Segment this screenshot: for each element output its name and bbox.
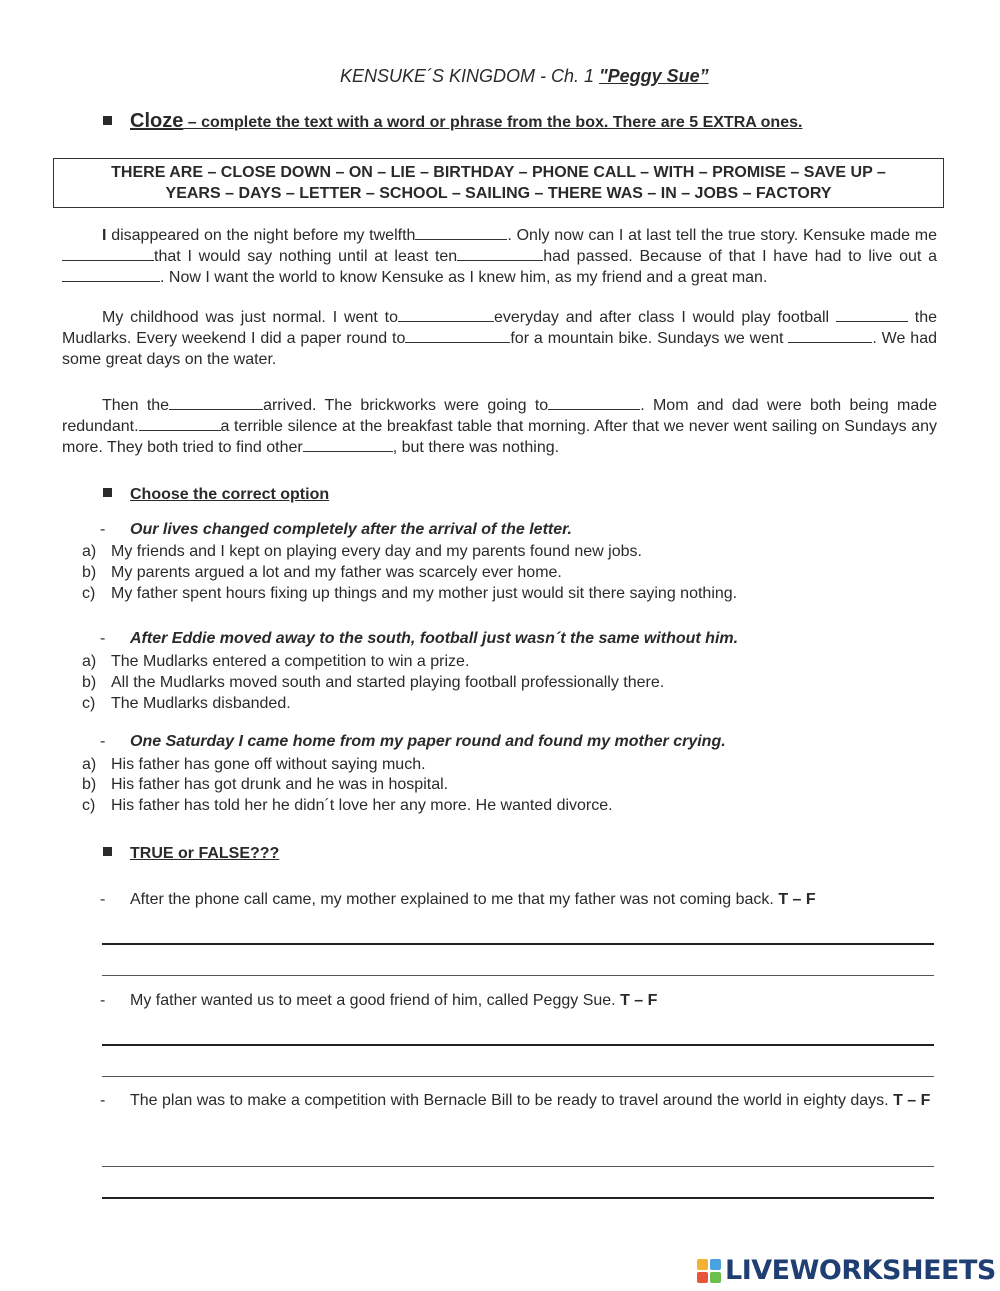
cloze-blank-10[interactable] xyxy=(548,395,640,410)
liveworksheets-logo-icon xyxy=(697,1259,721,1283)
dash-marker: - xyxy=(100,521,106,538)
answer-line[interactable] xyxy=(102,1197,934,1199)
tf-statement-1 xyxy=(100,889,920,910)
option-text: His father has told her he didn´t love her any more. He wanted divorce. xyxy=(111,797,613,814)
tf-statement-2 xyxy=(100,990,920,1011)
tf-statement-text: The plan was to make a competition with Bernacle Bill to be ready to travel around the world in eighty days. xyxy=(130,1092,894,1109)
paragraph-text: had passed. Because of that I have had to live out a xyxy=(543,248,937,265)
mc-option[interactable] xyxy=(82,795,613,816)
cloze-blank-12[interactable] xyxy=(303,437,393,452)
option-text: The Mudlarks disbanded. xyxy=(111,695,291,712)
mc-question-prompt: After Eddie moved away to the south, football just wasn´t the same without him. xyxy=(130,630,739,647)
cloze-blank-3[interactable] xyxy=(457,246,543,261)
page-title xyxy=(340,66,709,87)
logo-tile xyxy=(710,1272,721,1283)
mc-question-2 xyxy=(100,630,738,648)
tf-choice[interactable]: T – F xyxy=(893,1092,931,1109)
answer-line[interactable] xyxy=(102,943,934,945)
answer-line[interactable] xyxy=(102,975,934,976)
paragraph-text: for a mountain bike. Sundays we went xyxy=(510,330,789,347)
paragraph-text: . Only now can I at last tell the true story. Kensuke made me xyxy=(507,227,938,244)
mc-option[interactable] xyxy=(82,541,642,562)
cloze-paragraph-2 xyxy=(62,307,937,370)
mc-option[interactable] xyxy=(82,693,291,714)
cloze-blank-1[interactable] xyxy=(415,225,507,240)
option-text: The Mudlarks entered a competition to win a prize. xyxy=(111,653,470,670)
tf-statement-text: My father wanted us to meet a good friend of him, called Peggy Sue. xyxy=(130,992,621,1009)
choose-heading-row xyxy=(103,486,329,504)
option-label: a) xyxy=(82,653,97,670)
option-label: b) xyxy=(82,564,97,581)
option-label: b) xyxy=(82,776,97,793)
option-label: a) xyxy=(82,543,97,560)
paragraph-text: disappeared on the night before my twelfth xyxy=(106,227,416,244)
cloze-blank-5[interactable] xyxy=(398,307,494,322)
title-quote-open: " xyxy=(599,66,608,86)
answer-line[interactable] xyxy=(102,1076,934,1077)
mc-option[interactable] xyxy=(82,651,469,672)
choose-heading: Choose the correct option xyxy=(130,486,330,503)
answer-line[interactable] xyxy=(102,1166,934,1167)
mc-option[interactable] xyxy=(82,774,448,795)
cloze-blank-4[interactable] xyxy=(62,267,160,282)
logo-tile xyxy=(697,1259,708,1270)
option-text: His father has gone off without saying much. xyxy=(111,756,426,773)
dash-marker: - xyxy=(100,733,106,750)
mc-question-prompt: One Saturday I came home from my paper round and found my mother crying. xyxy=(130,733,726,750)
paragraph-text: everyday and after class I would play football xyxy=(493,309,836,326)
option-text: My father spent hours fixing up things and my mother just would sit there saying nothing. xyxy=(111,585,738,602)
cloze-blank-7[interactable] xyxy=(405,328,510,343)
dash-marker: - xyxy=(100,891,106,908)
option-text: All the Mudlarks moved south and started playing football professionally there. xyxy=(111,674,665,691)
paragraph-1-first-word: I xyxy=(102,227,107,244)
mc-question-3 xyxy=(100,733,726,751)
tf-statement-text: After the phone call came, my mother explained to me that my father was not coming back. xyxy=(130,891,779,908)
paragraph-text: . We had some great days on the water. xyxy=(62,330,937,368)
cloze-blank-9[interactable] xyxy=(169,395,263,410)
title-main: KENSUKE´S KINGDOM - Ch. 1 xyxy=(340,66,600,86)
answer-line[interactable] xyxy=(102,1044,934,1046)
option-label: c) xyxy=(82,797,96,814)
liveworksheets-logo xyxy=(697,1255,996,1286)
logo-tile xyxy=(710,1259,721,1270)
option-label: a) xyxy=(82,756,97,773)
title-quote-close: ” xyxy=(699,66,709,86)
bullet-square-icon xyxy=(103,488,112,497)
word-box xyxy=(53,158,944,208)
truefalse-heading: TRUE or FALSE??? xyxy=(130,845,280,862)
paragraph-text: My childhood was just normal. I went to xyxy=(102,309,398,326)
mc-option[interactable] xyxy=(82,754,426,775)
paragraph-text: that I would say nothing until at least ten xyxy=(154,248,458,265)
tf-choice[interactable]: T – F xyxy=(778,891,816,908)
paragraph-text: , but there was nothing. xyxy=(392,439,560,456)
bullet-square-icon xyxy=(103,116,112,125)
cloze-blank-2[interactable] xyxy=(62,246,154,261)
word-box-line-2: YEARS – DAYS – LETTER – SCHOOL – SAILING – THERE WAS – IN – JOBS – FACTORY xyxy=(165,185,832,202)
option-text: His father has got drunk and he was in hospital. xyxy=(111,776,449,793)
paragraph-text: . Now I want the world to know Kensuke as I knew him, as my friend and a great man. xyxy=(160,269,768,286)
cloze-blank-6[interactable] xyxy=(836,307,908,322)
option-text: My friends and I kept on playing every day and my parents found new jobs. xyxy=(111,543,642,560)
dash-marker: - xyxy=(100,992,106,1009)
option-text: My parents argued a lot and my father was scarcely ever home. xyxy=(111,564,562,581)
mc-option[interactable] xyxy=(82,562,562,583)
option-label: c) xyxy=(82,695,96,712)
cloze-paragraph-3 xyxy=(62,395,937,458)
paragraph-text: the Mudlarks. Every weekend I did a paper round to xyxy=(62,309,938,347)
cloze-heading: Cloze xyxy=(130,110,184,132)
mc-question-prompt: Our lives changed completely after the arrival of the letter. xyxy=(130,521,572,538)
bullet-square-icon xyxy=(103,847,112,856)
cloze-heading-row xyxy=(103,110,802,133)
cloze-blank-8[interactable] xyxy=(788,328,872,343)
tf-statement-3 xyxy=(100,1090,940,1111)
paragraph-text: Then the xyxy=(102,397,170,414)
mc-option[interactable] xyxy=(82,672,664,693)
cloze-instruction: – complete the text with a word or phrase from the box. There are 5 EXTRA ones. xyxy=(183,114,803,131)
mc-question-1 xyxy=(100,521,572,539)
word-box-line-1: THERE ARE – CLOSE DOWN – ON – LIE – BIRTHDAY – PHONE CALL – WITH – PROMISE – SAVE UP – xyxy=(111,164,886,181)
cloze-blank-11[interactable] xyxy=(139,416,221,431)
paragraph-text: arrived. The brickworks were going to xyxy=(263,397,549,414)
dash-marker: - xyxy=(100,1092,106,1109)
dash-marker: - xyxy=(100,630,106,647)
option-label: c) xyxy=(82,585,96,602)
truefalse-heading-row xyxy=(103,845,279,863)
liveworksheets-logo-text: LIVEWORKSHEETS xyxy=(725,1255,996,1286)
paragraph-text: . Mom and dad were both being made redundant. xyxy=(62,397,938,435)
title-peggy-sue: Peggy Sue xyxy=(607,66,700,86)
tf-choice[interactable]: T – F xyxy=(620,992,658,1009)
option-label: b) xyxy=(82,674,97,691)
cloze-paragraph-1 xyxy=(62,225,937,288)
mc-option[interactable] xyxy=(82,583,737,604)
logo-tile xyxy=(697,1272,708,1283)
paragraph-text: a terrible silence at the breakfast table that morning. After that we never went sailing on Sundays any more. They both tried to find other xyxy=(62,418,937,456)
